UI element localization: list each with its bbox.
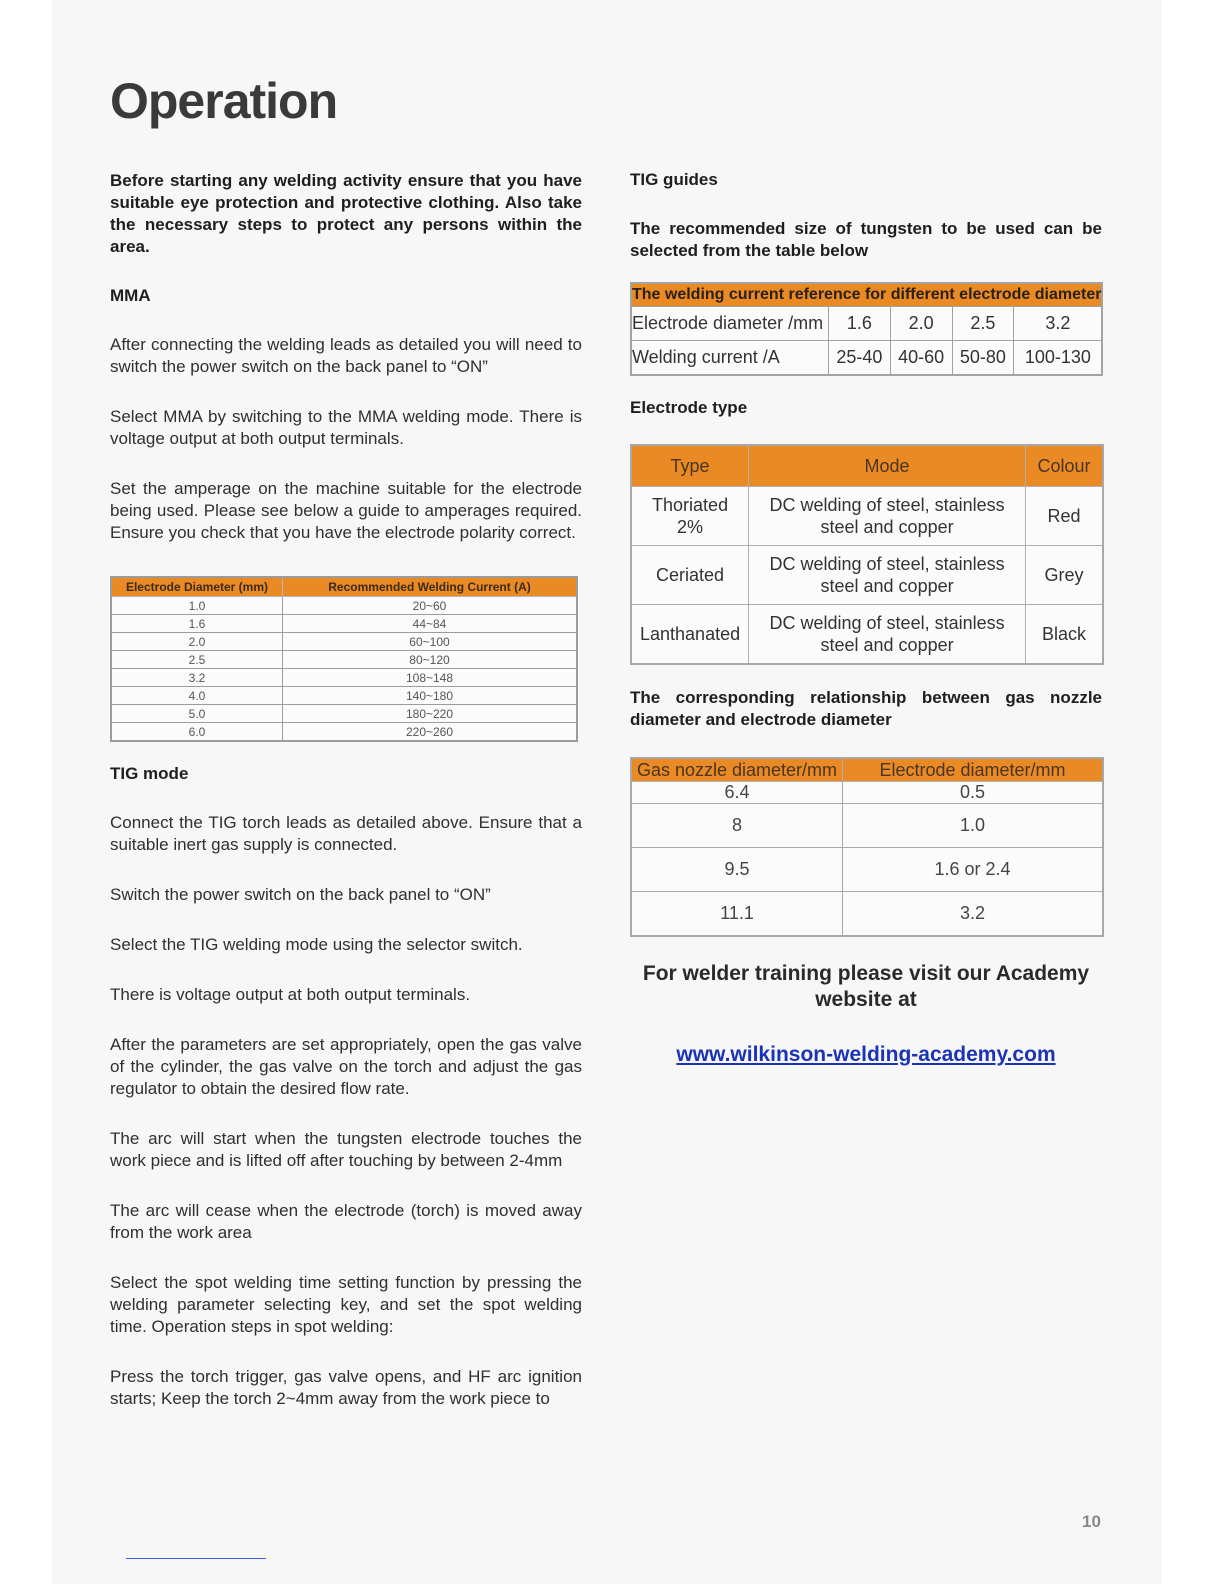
table-cell: 5.0 [111,705,283,723]
table-cell: 100-130 [1014,341,1103,376]
table-cell: 9.5 [631,848,843,892]
type-table-header: Mode [749,445,1026,487]
welding-current-reference-table [630,282,1103,376]
mma-table-header: Electrode Diameter (mm) [111,577,283,597]
mma-paragraph-3: Set the amperage on the machine suitable for the electrode being used. Please see below a guide to amperages required. Ensure you check that you have the electrode polarity correct. [110,479,582,542]
mma-paragraph-2: Select MMA by switching to the MMA welding mode. There is voltage output at both output terminals. [110,407,582,448]
tig-paragraph-5: After the parameters are set appropriately, open the gas valve of the cylinder, the gas valve on the torch and adjust the gas regulator to obtain the desired flow rate. [110,1035,582,1098]
table-row [111,687,577,705]
academy-text: For welder training please visit our Academy website at [642,961,1090,1011]
table-row [111,723,577,742]
mma-heading: MMA [110,286,151,305]
table-cell: 2.5 [111,651,283,669]
table-cell: 3.2 [843,892,1104,936]
table-cell: DC welding of steel, stainless steel and copper [749,546,1026,605]
table-row [111,615,577,633]
table-cell: 2.0 [890,307,952,341]
mma-current-table [110,576,578,742]
nozzle-table-header: Electrode diameter/mm [843,758,1104,782]
table-row [631,848,1103,892]
table-cell: 108~148 [283,669,578,687]
table-cell: Welding current /A [631,341,829,376]
table-cell: Grey [1026,546,1104,605]
type-table-header: Type [631,445,749,487]
table-cell: 6.4 [631,782,843,804]
right-column [630,170,1102,1067]
table-cell: 180~220 [283,705,578,723]
table-cell: Ceriated [631,546,749,605]
table-cell: 2.5 [952,307,1014,341]
table-cell: Red [1026,487,1104,546]
nozzle-relationship-paragraph: The corresponding relationship between gas nozzle diameter and electrode diameter [630,688,1102,729]
tig-paragraph-2: Switch the power switch on the back panel to “ON” [110,885,491,904]
table-cell: Black [1026,605,1104,665]
table-cell: 4.0 [111,687,283,705]
table-cell: 1.6 [111,615,283,633]
table-row [631,804,1103,848]
table-cell: Thoriated 2% [631,487,749,546]
academy-link[interactable]: www.wilkinson-welding-academy.com [676,1042,1056,1066]
tig-paragraph-1: Connect the TIG torch leads as detailed above. Ensure that a suitable inert gas supply is connected. [110,813,582,854]
table-cell: 80~120 [283,651,578,669]
safety-intro: Before starting any welding activity ensure that you have suitable eye protection and protective clothing. Also take the necessary steps to protect any persons within the area. [110,171,582,256]
table-row [111,651,577,669]
tig-paragraph-3: Select the TIG welding mode using the selector switch. [110,935,523,954]
electrode-type-table [630,444,1104,665]
table-row [631,892,1103,936]
nozzle-table-header: Gas nozzle diameter/mm [631,758,843,782]
tig-mode-heading: TIG mode [110,764,189,783]
table-cell: DC welding of steel, stainless steel and copper [749,487,1026,546]
electrode-type-heading: Electrode type [630,398,748,417]
table-cell: 6.0 [111,723,283,742]
page-title: Operation [110,73,338,129]
table-row [631,307,1102,341]
table-cell: 1.6 or 2.4 [843,848,1104,892]
table-cell: 1.0 [843,804,1104,848]
type-table-header: Colour [1026,445,1104,487]
table-row [111,597,577,615]
table-cell: 11.1 [631,892,843,936]
table-cell: 0.5 [843,782,1104,804]
left-column [110,170,582,1410]
table-cell: 1.0 [111,597,283,615]
table-row [631,782,1103,804]
ref-table-caption: The welding current reference for different electrode diameter [631,283,1102,307]
tig-guides-paragraph: The recommended size of tungsten to be used can be selected from the table below [630,219,1102,260]
table-row [631,546,1103,605]
footer-divider [126,1558,266,1559]
tig-paragraph-8: Select the spot welding time setting function by pressing the welding parameter selecting key, and set the spot welding time. Operation steps in spot welding: [110,1273,582,1336]
mma-paragraph-1: After connecting the welding leads as detailed you will need to switch the power switch on the back panel to “ON” [110,335,582,376]
table-row [111,633,577,651]
table-cell: 44~84 [283,615,578,633]
table-row [111,669,577,687]
table-row [111,705,577,723]
table-cell: 50-80 [952,341,1014,376]
page-number: 10 [1082,1512,1101,1531]
table-row [631,605,1103,665]
table-cell: 40-60 [890,341,952,376]
table-cell: 60~100 [283,633,578,651]
table-cell: 8 [631,804,843,848]
tig-paragraph-9: Press the torch trigger, gas valve opens, and HF arc ignition starts; Keep the torch 2~4mm away from the work piece to [110,1367,582,1408]
table-cell: 25-40 [829,341,891,376]
table-cell: 140~180 [283,687,578,705]
gas-nozzle-table [630,757,1104,937]
table-cell: DC welding of steel, stainless steel and copper [749,605,1026,665]
table-cell: 2.0 [111,633,283,651]
mma-table-header: Recommended Welding Current (A) [283,577,578,597]
table-row [631,487,1103,546]
table-cell: 1.6 [829,307,891,341]
table-cell: 3.2 [1014,307,1103,341]
table-cell: Lanthanated [631,605,749,665]
tig-guides-heading: TIG guides [630,170,718,189]
table-cell: Electrode diameter /mm [631,307,829,341]
table-cell: 20~60 [283,597,578,615]
tig-paragraph-4: There is voltage output at both output terminals. [110,985,471,1004]
table-cell: 220~260 [283,723,578,742]
table-row [631,341,1102,376]
table-cell: 3.2 [111,669,283,687]
tig-paragraph-6: The arc will start when the tungsten electrode touches the work piece and is lifted off after touching by between 2-4mm [110,1129,582,1170]
tig-paragraph-7: The arc will cease when the electrode (torch) is moved away from the work area [110,1201,582,1242]
